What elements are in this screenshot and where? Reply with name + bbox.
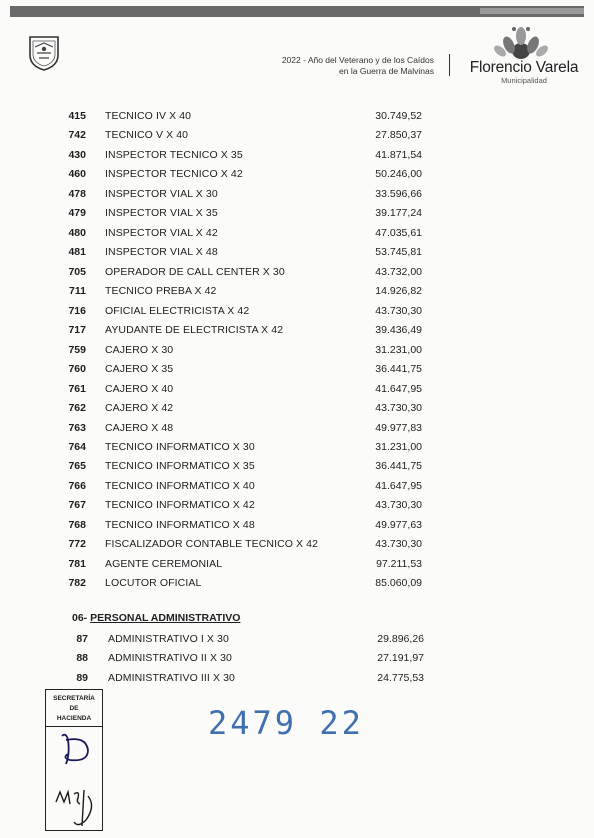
row-description: AYUDANTE DE ELECTRICISTA X 42 — [105, 324, 284, 337]
row-description: TECNICO INFORMATICO X 30 — [105, 440, 255, 453]
scan-edge-bar-tail — [480, 8, 584, 14]
row-description: TECNICO V X 40 — [105, 129, 189, 142]
row-amount: 36.441,75 — [375, 363, 422, 376]
row-amount: 24.775,53 — [377, 671, 424, 684]
table-row — [0, 107, 594, 126]
table-row — [0, 302, 594, 321]
table-row — [0, 516, 594, 535]
table-row — [0, 341, 594, 360]
row-amount: 27.850,37 — [375, 129, 422, 142]
table-row — [0, 165, 594, 184]
row-amount: 43.730,30 — [375, 499, 422, 512]
row-description: CAJERO X 48 — [105, 421, 174, 434]
row-description: TECNICO PREBA X 42 — [105, 285, 217, 298]
row-description: ADMINISTRATIVO III X 30 — [108, 671, 235, 684]
admin-salary-table — [0, 630, 594, 688]
row-amount: 43.730,30 — [375, 304, 422, 317]
row-code: 762 — [68, 402, 86, 415]
row-code: 478 — [68, 187, 86, 200]
row-code: 716 — [68, 304, 86, 317]
initials-signature-icon — [52, 786, 100, 830]
table-row — [0, 574, 594, 593]
stamp-divider — [46, 726, 102, 727]
row-description: CAJERO X 35 — [105, 363, 174, 376]
row-code: 763 — [68, 421, 86, 434]
table-row — [0, 457, 594, 476]
table-row — [0, 243, 594, 262]
row-code: 88 — [76, 652, 88, 665]
row-amount: 49.977,83 — [375, 421, 422, 434]
table-row — [0, 496, 594, 515]
brand-name: Florencio Varela — [469, 59, 579, 76]
table-row — [0, 146, 594, 165]
row-code: 415 — [68, 110, 86, 122]
row-description: TECNICO INFORMATICO X 40 — [105, 479, 255, 492]
table-row — [0, 282, 594, 301]
row-description: INSPECTOR VIAL X 30 — [105, 187, 218, 200]
table-row — [0, 126, 594, 145]
table-row — [0, 360, 594, 379]
row-code: 711 — [69, 285, 86, 298]
table-row — [0, 669, 594, 688]
row-amount: 50.246,00 — [375, 168, 422, 181]
header-slogan-line1: 2022 - Año del Veterano y de los Caídos — [281, 55, 434, 65]
row-amount: 53.745,81 — [375, 246, 422, 259]
stamp-line2: DE — [69, 705, 79, 712]
table-row — [0, 263, 594, 282]
row-amount: 31.231,00 — [375, 343, 422, 356]
row-amount: 85.060,09 — [375, 577, 422, 590]
table-row — [0, 185, 594, 204]
table-row — [0, 535, 594, 554]
brand-subtitle: Municipalidad — [501, 76, 547, 85]
row-amount: 31.231,00 — [375, 440, 422, 453]
row-code: 742 — [68, 129, 86, 142]
row-amount: 47.035,61 — [375, 226, 422, 239]
row-amount: 41.871,54 — [375, 148, 422, 161]
row-description: CAJERO X 40 — [105, 382, 174, 395]
table-row — [0, 477, 594, 496]
row-amount: 97.211,53 — [376, 557, 422, 570]
row-amount: 43.730,30 — [375, 538, 422, 551]
stamp-line1: SECRETARÍA — [53, 695, 95, 702]
row-description: LOCUTOR OFICIAL — [105, 577, 202, 590]
row-description: INSPECTOR VIAL X 35 — [105, 207, 218, 220]
row-amount: 41.647,95 — [375, 479, 422, 492]
row-code: 761 — [68, 382, 86, 395]
row-code: 772 — [68, 538, 86, 551]
florencio-varela-logo-icon — [492, 25, 550, 61]
row-amount: 39.177,24 — [375, 207, 422, 220]
table-row — [0, 224, 594, 243]
row-code: 768 — [68, 518, 86, 531]
row-description: ADMINISTRATIVO II X 30 — [108, 652, 232, 665]
row-code: 430 — [68, 148, 86, 161]
row-code: 781 — [68, 557, 86, 570]
row-code: 479 — [68, 207, 86, 220]
section-title: PERSONAL ADMINISTRATIVO — [90, 612, 241, 624]
row-code: 767 — [68, 499, 86, 512]
row-description: FISCALIZADOR CONTABLE TECNICO X 42 — [105, 538, 319, 551]
row-description: INSPECTOR TECNICO X 35 — [105, 148, 243, 161]
table-row — [0, 630, 594, 649]
row-amount: 41.647,95 — [375, 382, 422, 395]
row-description: AGENTE CEREMONIAL — [105, 557, 223, 570]
table-row — [0, 321, 594, 340]
row-description: TECNICO IV X 40 — [105, 110, 192, 122]
row-code: 705 — [68, 265, 86, 278]
row-description: TECNICO INFORMATICO X 42 — [105, 499, 255, 512]
row-amount: 27.191,97 — [377, 652, 424, 665]
table-row — [0, 555, 594, 574]
row-amount: 29.896,26 — [377, 633, 424, 645]
row-amount: 43.732,00 — [375, 265, 422, 278]
row-description: TECNICO INFORMATICO X 48 — [105, 518, 255, 531]
row-description: INSPECTOR TECNICO X 42 — [105, 168, 243, 181]
row-description: INSPECTOR VIAL X 42 — [105, 226, 218, 239]
row-description: CAJERO X 30 — [105, 343, 174, 356]
row-amount: 30.749,52 — [375, 110, 422, 122]
row-code: 766 — [68, 479, 86, 492]
row-description: OPERADOR DE CALL CENTER X 30 — [105, 265, 285, 278]
row-amount: 36.441,75 — [375, 460, 422, 473]
row-code: 782 — [68, 577, 86, 590]
section-number: 06- — [72, 612, 88, 624]
row-code: 89 — [76, 671, 88, 684]
section-heading — [72, 612, 240, 624]
table-row — [0, 204, 594, 223]
row-code: 760 — [68, 363, 86, 376]
row-description: ADMINISTRATIVO I X 30 — [108, 633, 229, 645]
row-code: 764 — [68, 440, 86, 453]
header-slogan — [200, 55, 434, 77]
row-code: 480 — [68, 226, 86, 239]
table-row — [0, 649, 594, 668]
table-row — [0, 380, 594, 399]
row-amount: 33.596,66 — [375, 187, 422, 200]
row-description: INSPECTOR VIAL X 48 — [105, 246, 218, 259]
row-description: TECNICO INFORMATICO X 35 — [105, 460, 255, 473]
row-code: 717 — [68, 324, 86, 337]
row-code: 759 — [68, 343, 86, 356]
row-description: OFICIAL ELECTRICISTA X 42 — [105, 304, 250, 317]
municipal-crest-icon — [27, 33, 61, 71]
signature-icon — [52, 730, 98, 770]
header-slogan-line2: en la Guerra de Malvinas — [339, 66, 434, 76]
row-code: 765 — [68, 460, 86, 473]
table-row — [0, 419, 594, 438]
row-amount: 14.926,82 — [375, 285, 422, 298]
row-code: 481 — [68, 246, 86, 259]
table-row — [0, 399, 594, 418]
row-code: 87 — [76, 633, 88, 645]
row-description: CAJERO X 42 — [105, 402, 174, 415]
row-amount: 49.977,63 — [375, 518, 422, 531]
row-code: 460 — [68, 168, 86, 181]
header-divider — [449, 54, 450, 76]
expediente-number-stamp: 2479 22 — [208, 704, 364, 742]
table-row — [0, 438, 594, 457]
row-amount: 39.436,49 — [375, 324, 422, 337]
salary-table — [0, 107, 594, 594]
stamp-line3: HACIENDA — [56, 715, 92, 722]
row-amount: 43.730,30 — [375, 402, 422, 415]
